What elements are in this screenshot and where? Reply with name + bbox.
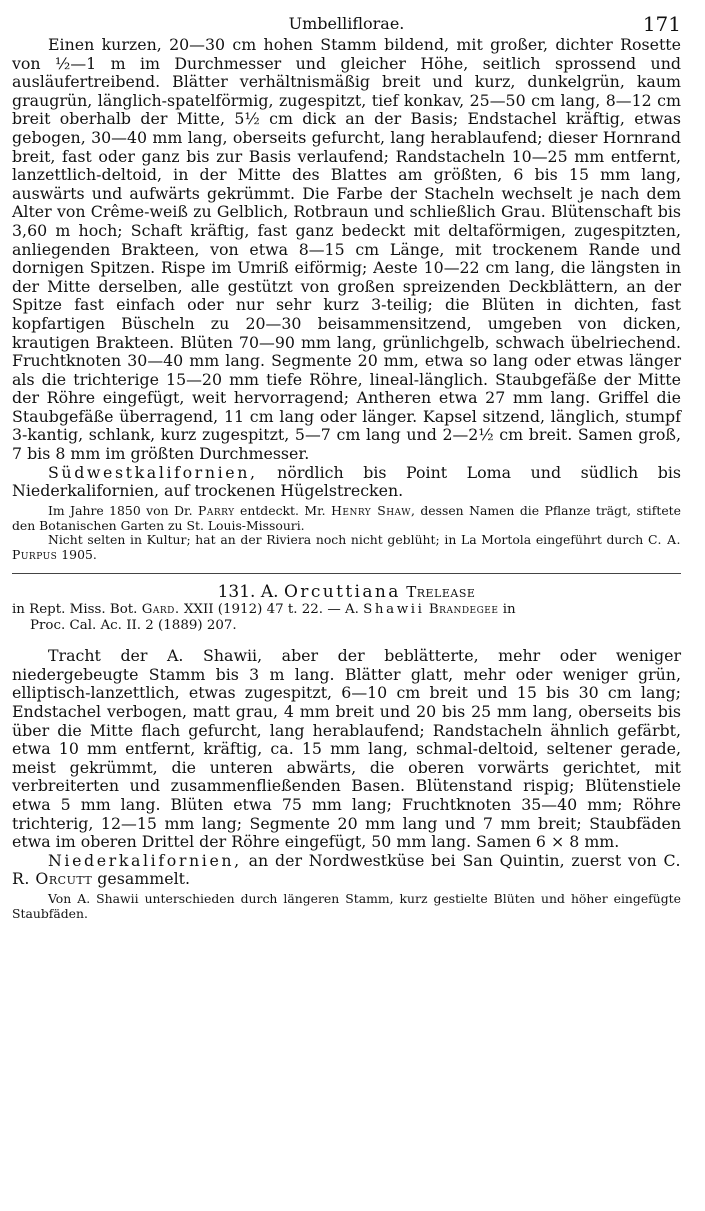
- note-1a-text-3: , dessen Namen die Pflanze trägt, stiftete den Botanischen Garten zu St. Louis-Missouri.: [12, 502, 681, 533]
- citation-text-1: in Rept. Miss. Bot.: [12, 602, 142, 618]
- note-1a-person-2: Henry Shaw: [331, 502, 411, 518]
- distribution-2-text-1: an der Nordwestküse bei San Quintin, zuerst von: [241, 850, 664, 870]
- species-number-genus: 131. A.: [217, 582, 284, 603]
- note-paragraph-1b: [12, 533, 681, 563]
- note-paragraph-1a: [12, 504, 681, 534]
- section-divider: [12, 573, 681, 574]
- note-1b-text-2: 1905.: [57, 547, 97, 563]
- distribution-1-region: Südwestkalifornien,: [48, 462, 258, 482]
- distribution-2-text-2: gesammelt.: [92, 869, 190, 889]
- page-number: 171: [642, 12, 681, 36]
- distribution-paragraph-2: [12, 852, 681, 889]
- note-1a-text-1: Im Jahre 1850 von Dr.: [48, 502, 198, 518]
- book-page: [12, 6, 681, 922]
- note-1b-person-1: C. A. Purpus: [12, 532, 682, 563]
- note-1a-text-2: entdeckt. Mr.: [234, 502, 332, 518]
- distribution-2-region: Niederkalifornien,: [48, 850, 242, 870]
- citation-synonym: Shawii: [363, 602, 425, 618]
- citation-text-3: in: [498, 602, 516, 618]
- citation-journal: Gard.: [141, 602, 180, 618]
- distribution-2-person: C. R. Orcutt: [12, 850, 681, 889]
- running-title: Umbelliflorae.: [288, 14, 405, 33]
- note-2-text: Von A. Shawii unterschieden durch längeren Stamm, kurz gestielte Blüten und höher eingefügte Staubfäden.: [12, 890, 681, 921]
- note-paragraph-2: [12, 892, 681, 922]
- note-1b-text-1: Nicht selten in Kultur; hat an der Riviera noch nicht geblüht; in La Mortola eingeführt durch: [48, 532, 648, 548]
- description-paragraph-1: [12, 36, 681, 464]
- species-heading: [12, 582, 681, 602]
- species-author: Trelease: [406, 583, 476, 602]
- note-1a-person-1: Parry: [197, 502, 235, 518]
- citation-author: Brandegee: [428, 602, 499, 618]
- distribution-1-text: nördlich bis Point Loma und südlich bis Niederkalifornien, auf trockenen Hügelstrecken.: [12, 462, 681, 501]
- species-citation: [12, 602, 681, 633]
- page-header: [12, 6, 681, 36]
- description-paragraph-2: [12, 647, 681, 852]
- citation-line-2: Proc. Cal. Ac. II. 2 (1889) 207.: [30, 617, 237, 633]
- description-1-text: Einen kurzen, 20—30 cm hohen Stamm bildend, mit großer, dichter Rosette von ½—1 m im Durchmesser und gleicher Höhe, seitlich sprossend und ausläufertreibend. Blätter verhältnismäßig breit und kurz, dunkelgrün, kaum graugrün, länglich-spatelförmig, zugespitzt, tief konkav, 25—50 cm lang, 8—12 cm breit oberhalb der Mitte, 5½ cm dick an der Basis; Endstachel kräftig, etwas gebogen, 30—40 mm lang, oberseits gefurcht, lang herablaufend; dieser Hornrand breit, fast oder ganz bis zur Basis verlaufend; Randstacheln 10—25 mm entfernt, lanzettlich-deltoid, in der Mitte des Blattes am größten, 6 bis 15 mm lang, auswärts und aufwärts gekrümmt. Die Farbe der Stacheln wechselt je nach dem Alter von Crême-weiß zu Gelblich, Rotbraun und schließlich Grau. Blütenschaft bis 3,60 m hoch; Schaft kräftig, fast ganz bedeckt mit deltaförmigen, zugespitzten, anliegenden Brakteen, von etwa 8—15 cm Länge, mit trockenem Rande und dornigen Spitzen. Rispe im Umriß eiförmig; Aeste 10—22 cm lang, die längsten in der Mitte derselben, alle gestützt von großen spreizenden Deckblättern, an der Spitze fast einfach oder nur sehr kurz 3-teilig; die Blüten in dichten, fast kopfartigen Büscheln zu 20—30 beisammensitzend, umgeben von dicken, krautigen Brakteen. Blüten 70—90 mm lang, grünlichgelb, schwach übelriechend. Fruchtknoten 30—40 mm lang. Segmente 20 mm, etwa so lang oder etwas länger als die trichterige 15—20 mm tiefe Röhre, lineal-länglich. Staubgefäße der Mitte der Röhre eingefügt, weit hervorragend; Antheren etwa 27 mm lang. Griffel die Staubgefäße überragend, 11 cm lang oder länger. Kapsel sitzend, länglich, stumpf 3-kantig, schlank, kurz zugespitzt, 5—7 cm lang und 2—2½ cm breit. Samen groß, 7 bis 8 mm im größten Durchmesser.: [12, 35, 681, 464]
- description-2-text: Tracht der A. Shawii, aber der beblätterte, mehr oder weniger niedergebeugte Stamm bis 3 m lang. Blätter glatt, mehr oder weniger grün, elliptisch-lanzettlich, etwas zugespitzt, 6—10 cm breit und 15 bis 30 cm lang; Endstachel verbogen, matt grau, 4 mm breit und 20 bis 25 mm lang, oberseits bis über die Mitte flach gefurcht, lang herablaufend; Randstacheln ähnlich gefärbt, etwa 10 mm entfernt, kräftig, ca. 15 mm lang, schmal-deltoid, seltener gerade, meist gekrümmt, die unteren abwärts, die oberen vorwärts gerichtet, mit verbreiterten und zusammenfließenden Basen. Blütenstand rispig; Blütenstiele etwa 5 mm lang. Blüten etwa 75 mm lang; Fruchtknoten 35—40 mm; Röhre trichterig, 12—15 mm lang; Segmente 20 mm lang und 7 mm breit; Staubfäden etwa im oberen Drittel der Röhre eingefügt, 50 mm lang. Samen 6 × 8 mm.: [12, 646, 681, 852]
- distribution-paragraph-1: [12, 464, 681, 501]
- citation-text-2: XXII (1912) 47 t. 22. — A.: [179, 602, 364, 618]
- species-epithet: Orcuttiana: [283, 582, 401, 603]
